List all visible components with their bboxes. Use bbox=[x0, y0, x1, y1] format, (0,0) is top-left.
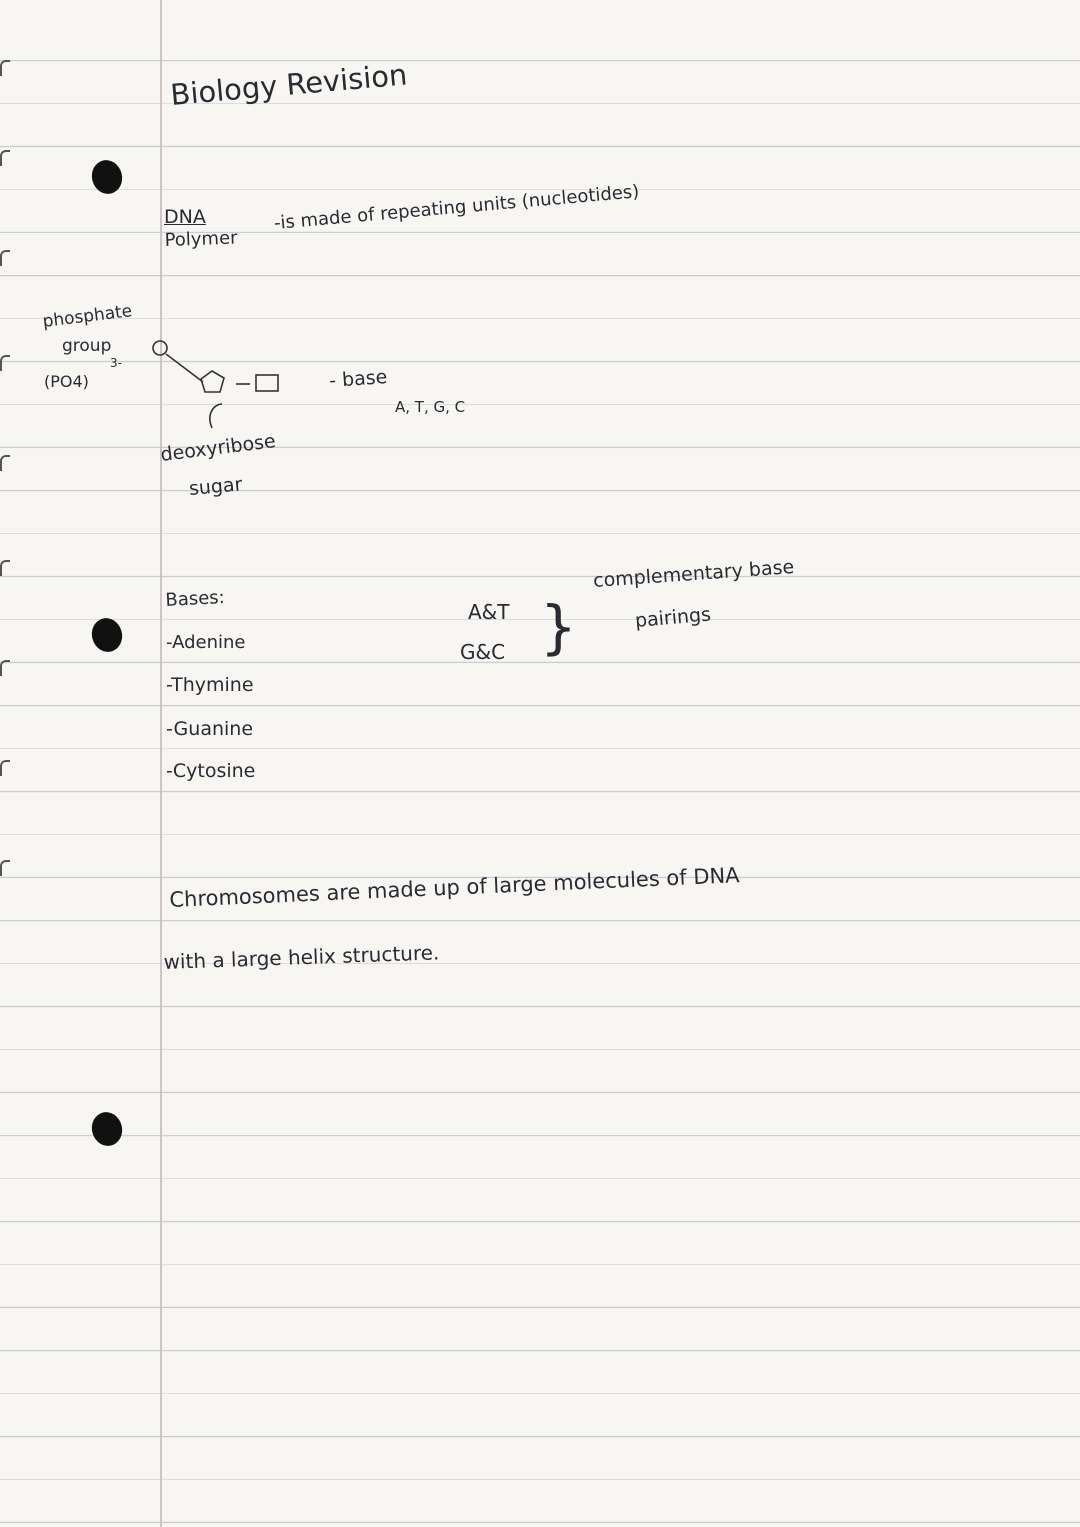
sugar-pentagon bbox=[201, 371, 224, 392]
sugar-label: deoxyribose bbox=[159, 430, 277, 466]
list-item: -Thymine bbox=[166, 674, 254, 696]
base-letters: A, T, G, C bbox=[395, 398, 466, 416]
base-square bbox=[256, 375, 278, 391]
phosphate-circle bbox=[153, 341, 167, 355]
group-label: group bbox=[62, 336, 112, 356]
pairing-label: complementary base bbox=[592, 556, 795, 592]
chromosome-note: Chromosomes are made up of large molecules of DNA bbox=[168, 863, 741, 912]
polymer-term: Polymer bbox=[164, 227, 238, 251]
chromosome-note-second-line: with a large helix structure. bbox=[163, 940, 440, 974]
pair-at: A&T bbox=[468, 600, 510, 624]
charge-label: 3- bbox=[110, 356, 122, 370]
phosphate-label: phosphate bbox=[41, 301, 134, 332]
sugar-arrow bbox=[210, 404, 222, 428]
list-item: -Adenine bbox=[166, 632, 246, 653]
polymer-definition: -is made of repeating units (nucleotides) bbox=[273, 181, 641, 234]
list-item: -Cytosine bbox=[166, 760, 256, 782]
phosphate-bond bbox=[166, 354, 203, 382]
formula-label: (PO4) bbox=[44, 372, 89, 391]
pair-gc: G&C bbox=[460, 640, 506, 664]
pairing-label-second-line: pairings bbox=[634, 603, 712, 632]
base-label: - base bbox=[328, 365, 389, 392]
brace-icon: } bbox=[540, 593, 577, 661]
section-heading: DNA bbox=[164, 206, 206, 228]
bases-heading: Bases: bbox=[164, 586, 226, 611]
list-item: -Guanine bbox=[166, 718, 254, 740]
sugar-label-second-line: sugar bbox=[188, 473, 244, 500]
page-title: Biology Revision bbox=[169, 57, 409, 112]
